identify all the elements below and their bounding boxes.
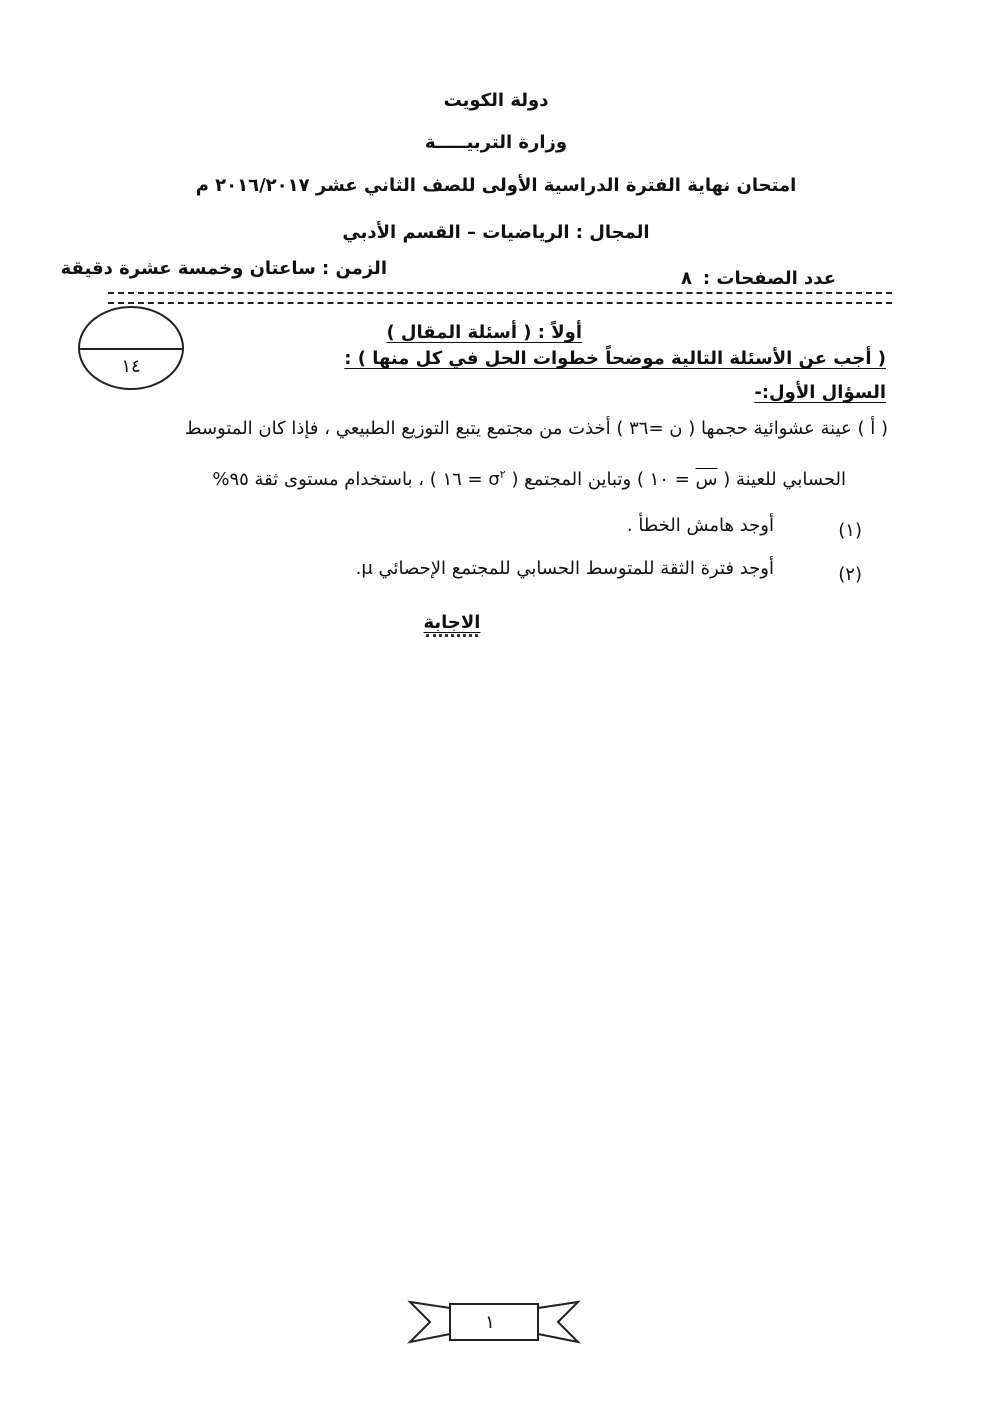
section-instruction: ( أجب عن الأسئلة التالية موضحاً خطوات الحل في كل منها ) :: [344, 348, 886, 369]
problem-line-1: ( أ ) عينة عشوائية حجمها ( ن =٣٦ ) أخذت من مجتمع يتبع التوزيع الطبيعي ، فإذا كان المتوسط: [184, 418, 888, 439]
score-circle: [78, 306, 184, 390]
answer-heading-dots: [426, 634, 478, 637]
problem-line-2-mid: = ١٠ ) وتباين المجتمع (: [511, 469, 696, 490]
page-number: ١: [485, 1312, 495, 1333]
header-ministry: وزارة التربيـــــة: [424, 132, 568, 153]
problem-line-2-start: الحسابي للعينة (: [723, 469, 846, 490]
question-title: السؤال الأول:-: [754, 382, 886, 403]
sample-mean-symbol: س: [695, 469, 718, 490]
sigma-symbol: σ: [488, 469, 500, 490]
score-value: ١٤: [121, 356, 141, 377]
square-superscript: ٢: [499, 468, 506, 481]
header-country: دولة الكويت: [443, 90, 549, 111]
item-number: (٢): [838, 564, 862, 585]
item-text: أوجد هامش الخطأ .: [626, 515, 774, 536]
item-number: (١): [838, 520, 862, 541]
pages-count-label: عدد الصفحات :: [702, 268, 836, 289]
header-subject: المجال : الرياضيات – القسم الأدبي: [342, 222, 650, 243]
pages-count-value: ٨: [681, 268, 692, 289]
problem-line-2-end: = ١٦ ) ، باستخدام مستوى ثقة ٩٥%: [212, 469, 489, 490]
problem-line-2: [212, 468, 846, 490]
header-exam-title: امتحان نهاية الفترة الدراسية الأولى للصف الثاني عشر ٢٠١٦/٢٠١٧ م: [195, 175, 797, 196]
answer-heading: الاجابة: [423, 612, 481, 633]
score-divider: [80, 348, 182, 350]
item-text: أوجد فترة الثقة للمتوسط الحسابي للمجتمع الإحصائي μ.: [355, 558, 774, 579]
section-title: أولاً : ( أسئلة المقال ): [386, 322, 582, 343]
header-separator-top: [108, 292, 892, 294]
exam-duration: الزمن : ساعتان وخمسة عشرة دقيقة: [60, 258, 387, 279]
header-separator-bottom: [108, 302, 892, 304]
